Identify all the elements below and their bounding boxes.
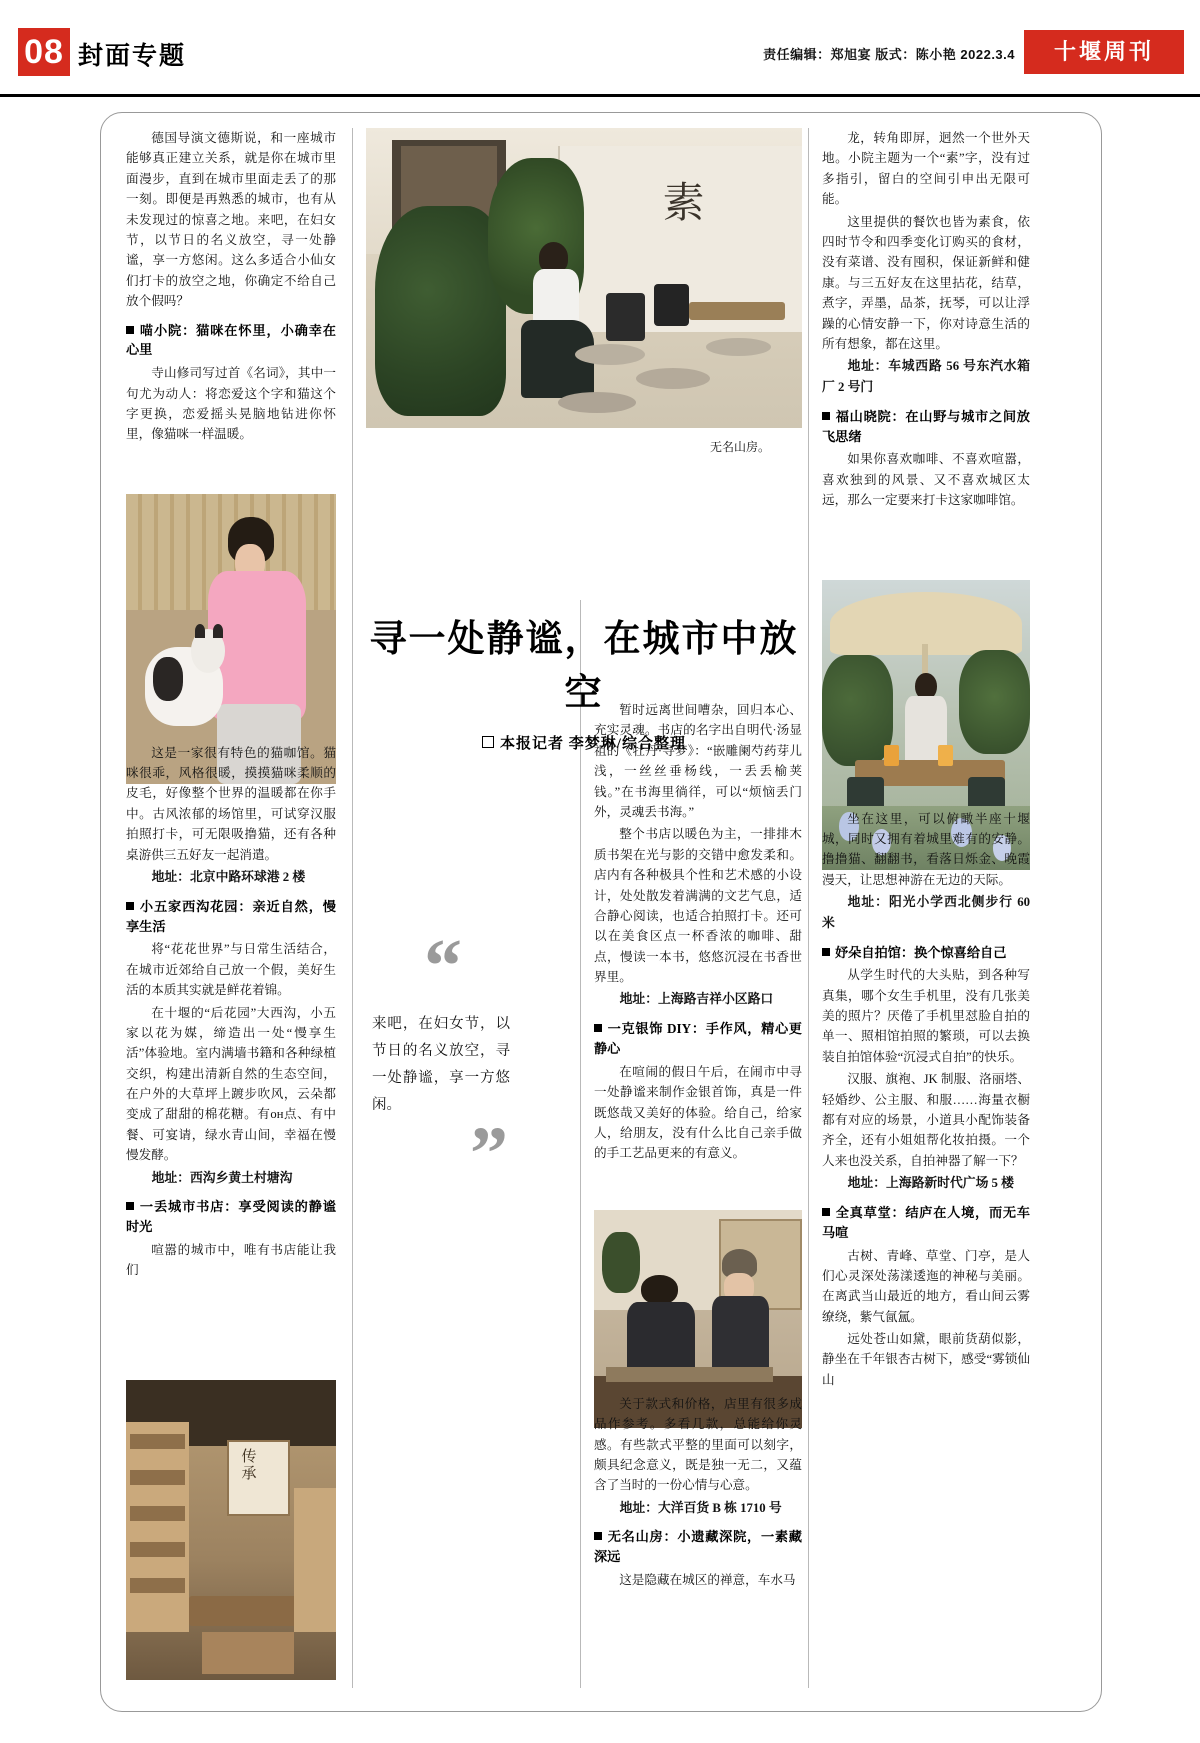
paragraph: 坐在这里，可以俯瞰半座十堰城，同时又拥有着城里难有的安静。撸撸猫、翻翻书，看落日烁金、晚霞漫天，让思想神游在无边的天际。 bbox=[822, 811, 1030, 887]
column-1 bbox=[126, 128, 336, 1283]
header-divider bbox=[0, 94, 1200, 97]
square-bullet-icon bbox=[822, 1208, 830, 1216]
column-3 bbox=[822, 128, 1030, 1392]
subhead-bookstore: 一丢城市书店：享受阅读的静谧时光 bbox=[126, 1199, 336, 1235]
photo-bookstore: 传 承 bbox=[126, 1380, 336, 1680]
paragraph: 汉服、旗袍、JK 制服、洛丽塔、轻婚纱、公主服、和服……海量衣橱都有对应的场景，小道具小配饰装备齐全，还有小姐姐帮化妆拍摄。一个人来也没关系，自拍神器了解一下？ bbox=[822, 1072, 1030, 1168]
subhead-cat-cafe: 喵小院：猫咪在怀里，小确幸在心里 bbox=[126, 322, 336, 358]
square-bullet-icon bbox=[594, 1024, 602, 1032]
square-bullet-icon bbox=[822, 948, 830, 956]
paragraph: 龙，转角即屏，迥然一个世外天地。小院主题为一个“素”字，没有过多指引，留白的空间引申出无限可能。 bbox=[822, 131, 1030, 207]
column-divider-1 bbox=[352, 128, 353, 1688]
paragraph: 关于款式和价格，店里有很多成品作参考。多看几款，总能给你灵感。有些款式平整的里面可以刻字，颇具纪念意义，既是独一无二，又蕴含了当时的一份心情与心意。 bbox=[594, 1396, 802, 1493]
column-divider-3 bbox=[808, 128, 809, 1688]
paragraph: 这是隐藏在城区的禅意，车水马 bbox=[619, 1573, 796, 1587]
paragraph: 将“花花世界”与日常生活结合，在城市近郊给自己放一个假，美好生活的本质其实就是鲜花着锦。 bbox=[126, 942, 336, 998]
paragraph: 如果你喜欢咖啡、不喜欢喧嚣，喜欢独到的风景、又不喜欢城区太远，那么一定要来打卡这家咖啡馆。 bbox=[822, 452, 1030, 508]
address-line: 地址：车城西路 56 号东汽水箱厂 2 号门 bbox=[822, 359, 1030, 395]
square-bullet-icon bbox=[126, 326, 134, 334]
edition-credits: 责任编辑：郑旭宴 版式：陈小艳 2022.3.4 bbox=[763, 47, 1015, 62]
page-number: 08 bbox=[18, 28, 70, 76]
paragraph: 远处苍山如黛，眼前货葫似影，静坐在千年银杏古树下，感受“雾锁仙山 bbox=[822, 1332, 1030, 1387]
pull-quote-text: 来吧，在妇女节，以节日的名义放空，寻一处静谧，享一方悠闲。 bbox=[372, 1016, 510, 1113]
paragraph: 喧嚣的城市中，唯有书店能让我们 bbox=[126, 1242, 336, 1278]
quote-close-icon: ” bbox=[470, 1112, 504, 1197]
column-divider-2 bbox=[580, 600, 581, 1688]
article-byline: 本报记者 李梦琳/综合整理 bbox=[366, 732, 802, 753]
subhead-wuming-mountain-house: 无名山房：小遗藏深院，一素藏深远 bbox=[594, 1529, 802, 1565]
paragraph: 在十堰的“后花园”大西沟，小五家以花为媒，缔造出一处“慢享生活”体验地。室内满墙书籍和各种绿植交织，构建出清新自然的生态空间，在户外的大草坪上踱步吹风，云朵都变成了甜甜的棉花糖。有он点、有中餐、可宴请，绿水青山间，幸福在慢慢发酵。 bbox=[126, 1005, 336, 1163]
section-title: 封面专题 bbox=[78, 43, 187, 70]
paragraph: 这里提供的餐饮也皆为素食，依四时节令和四季变化订购买的食材，没有菜谱、没有囤积，保证新鲜和健康。与三五好友在这里拈花，结草，煮字，弄墨，品茶，抚琴，可以让浮躁的心情安静一下，你对诗意生活的所有想象，都在这里。 bbox=[822, 214, 1030, 351]
paragraph: 寺山修司写过首《名词》，其中一句尤为动人：将恋爱这个字和猫这个字更换，恋爱摇头晃脑地钻进你怀里，像猫咪一样温暖。 bbox=[126, 366, 336, 442]
page-title: 寻一处静谧，在城市中放空 bbox=[369, 619, 799, 714]
subhead-fushan-cafe: 福山晓院：在山野与城市之间放飞思绪 bbox=[822, 408, 1030, 444]
quote-open-icon: “ bbox=[424, 924, 458, 1008]
square-bullet-icon bbox=[126, 1202, 134, 1210]
subhead-xiwugou-garden: 小五家西沟花园：亲近自然，慢享生活 bbox=[126, 898, 336, 934]
paragraph: 暂时远离世间嘈杂，回归本心、充实灵魂。书店的名字出自明代·汤显祖的《牡丹·寻梦》：“嵌雕阑芍药芽儿浅，一丝丝垂杨线，一丢丢榆荚钱。”在书海里徜徉，可以“烦恼丢门外，灵魂丢书海。” bbox=[594, 703, 802, 819]
column-2 bbox=[594, 700, 802, 1592]
lead-paragraph: 德国导演文德斯说，和一座城市能够真正建立关系，就是你在城市里面漫步，直到在城市里面走丢了的那一刻。即便是再熟悉的城市，也有从未发现过的惊喜之地。来吧，在妇女节，以节日的名义放空，寻一处静谧，享一方悠闲。这么多适合小仙女们打卡的放空之地，你确定不给自己放个假吗？ bbox=[126, 131, 336, 309]
subhead-selfie-studio: 妤朵自拍馆：换个惊喜给自己 bbox=[822, 943, 1030, 963]
address-line: 地址：阳光小学西北侧步行 60 米 bbox=[822, 895, 1030, 930]
paragraph: 古树、青峰、草堂、门亭，是人们心灵深处荡漾逶迤的神秘与美丽。在离武当山最近的地方，看山间云雾缭绕，紫气氤氲。 bbox=[822, 1248, 1030, 1324]
square-bullet-icon bbox=[126, 902, 134, 910]
address-line: 地址：西沟乡黄土村塘沟 bbox=[151, 1170, 293, 1185]
address-line: 地址：上海路新时代广场 5 楼 bbox=[847, 1176, 1014, 1191]
photo-courtyard-teahouse: 素 bbox=[366, 128, 802, 428]
paragraph: 整个书店以暖色为主，一排排木质书架在光与影的交错中愈发柔和。店内有各种极具个性和艺术感的小设计，处处散发着满满的文艺气息，适合静心阅读，也适合拍照打卡。还可以在美食区点一杯香浓的咖啡、甜点，慢读一本书，悠悠沉浸在书香世界里。 bbox=[594, 827, 802, 985]
paragraph: 这是一家很有特色的猫咖馆。猫咪很乖，风格很暖，摸摸猫咪柔顺的皮毛，好像整个世界的温暖都在你手中。古风浓郁的场馆里，可试穿汉服拍照打卡，可无限吸撸猫，还有各种桌游供三五好友一起消遣。 bbox=[126, 745, 336, 862]
photo-caption-courtyard: 无名山房。 bbox=[710, 440, 771, 454]
subhead-quanzhen-cottage: 全真草堂：结庐在人境，而无车马喧 bbox=[822, 1204, 1030, 1240]
address-line: 地址：北京中路环球港 2 楼 bbox=[151, 870, 306, 885]
bullet-box-icon bbox=[482, 736, 494, 748]
pull-quote bbox=[366, 924, 516, 1197]
address-line: 地址：上海路吉祥小区路口 bbox=[619, 992, 774, 1007]
subhead-silver-diy: 一克银饰 DIY：手作风，精心更静心 bbox=[594, 1021, 802, 1056]
page-header bbox=[0, 0, 1200, 96]
square-bullet-icon bbox=[594, 1532, 602, 1540]
address-line: 地址：大洋百货 B 栋 1710 号 bbox=[619, 1500, 782, 1515]
square-bullet-icon bbox=[822, 412, 830, 420]
masthead-logo: 十堰周刊 bbox=[1024, 30, 1184, 74]
paragraph: 从学生时代的大头贴，到各种写真集，哪个女生手机里，没有几张美美的照片？厌倦了手机里怼脸自拍的单一、照相馆拍照的繁琐，可以去换装自拍馆体验“沉浸式自拍”的快乐。 bbox=[822, 968, 1030, 1064]
paragraph: 在喧闹的假日午后，在闹市中寻一处静谧来制作金银首饰，真是一件既悠哉又美好的体验。给自己，给家人，给朋友，没有什么比自己亲手做的手工艺品更来的有意义。 bbox=[594, 1064, 802, 1161]
